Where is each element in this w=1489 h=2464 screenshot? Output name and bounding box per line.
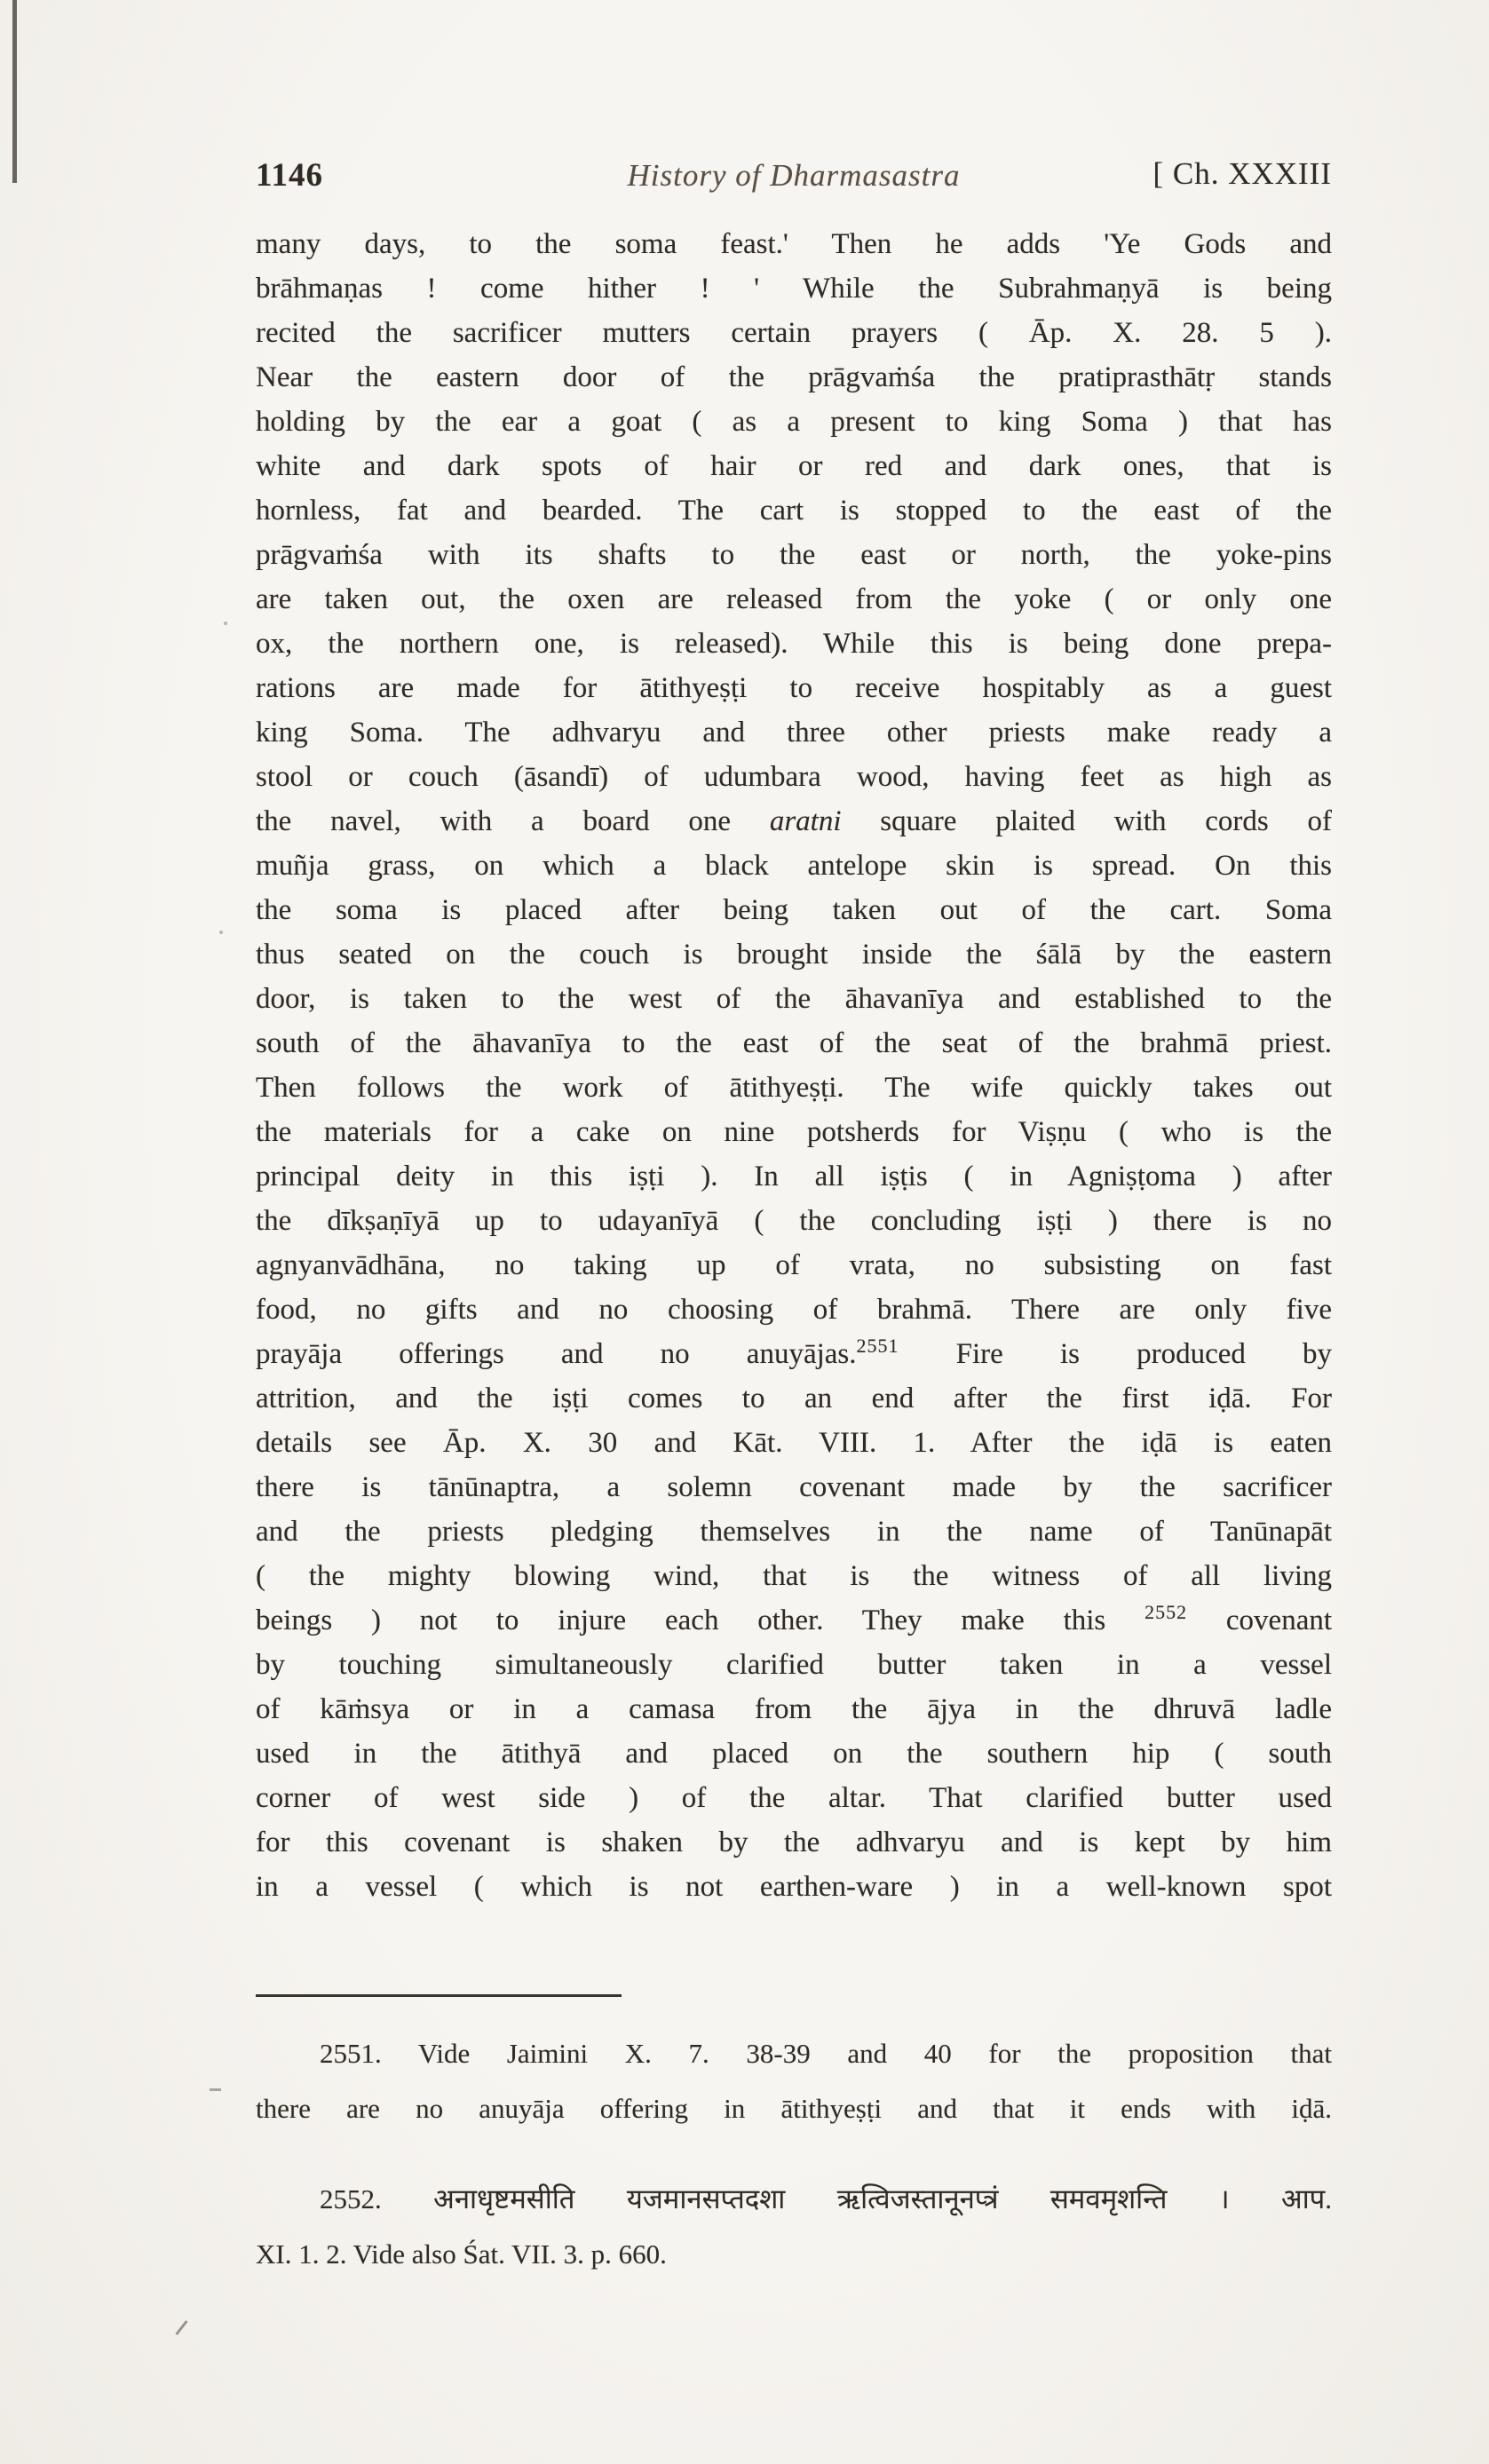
body-text-segment: Fire is produced by bbox=[899, 1338, 1332, 1370]
body-line bbox=[256, 1598, 1332, 1643]
body-text-segment: recited the sacrificer mutters certain prayers ( Āp. X. 28. 5 ). bbox=[256, 317, 1332, 349]
body-text-segment: prayāja offerings and no anuyājas. bbox=[256, 1338, 857, 1370]
footnote-line: XI. 1. 2. Vide also Śat. VII. 3. p. 660. bbox=[256, 2238, 667, 2270]
body-text-segment: king Soma. The adhvaryu and three other priests make ready a bbox=[256, 717, 1332, 749]
body-text-segment: used in the ātithyā and placed on the southern hip ( south bbox=[256, 1738, 1332, 1770]
body-text-segment: hornless, fat and bearded. The cart is stopped to the east of the bbox=[256, 495, 1332, 527]
body-text-segment: Then follows the work of ātithyeṣṭi. The wife quickly takes out bbox=[256, 1072, 1332, 1104]
body-line bbox=[256, 1687, 1332, 1731]
body-line bbox=[256, 1376, 1332, 1421]
body-line bbox=[256, 311, 1332, 355]
page-number: 1146 bbox=[256, 157, 323, 194]
body-text-segment: for this covenant is shaken by the adhvaryu and is kept by him bbox=[256, 1826, 1332, 1858]
page-header bbox=[256, 156, 1332, 202]
body-text-segment: and the priests pledging themselves in the name of Tanūnapāt bbox=[256, 1516, 1332, 1548]
body-text-segment: attrition, and the iṣṭi comes to an end after the first iḍā. For bbox=[256, 1383, 1332, 1414]
body-line bbox=[256, 755, 1332, 799]
body-line bbox=[256, 666, 1332, 710]
body-line bbox=[256, 888, 1332, 932]
body-text-segment: there is tānūnaptra, a solemn covenant made by the sacrificer bbox=[256, 1471, 1332, 1503]
body-text-segment: brāhmaṇas ! come hither ! ' While the Subrahmaṇyā is being bbox=[256, 273, 1332, 305]
scan-edge-line bbox=[12, 0, 17, 183]
body-text-segment: the dīkṣaṇīyā up to udayanīyā ( the concluding iṣṭi ) there is no bbox=[256, 1205, 1332, 1237]
body-line bbox=[256, 1066, 1332, 1110]
body-text-segment: by touching simultaneously clarified butter taken in a vessel bbox=[256, 1649, 1332, 1681]
body-text-segment: beings ) not to injure each other. They make this bbox=[256, 1604, 1145, 1636]
body-lines bbox=[256, 222, 1332, 1909]
footnote-line: 2552. अनाधृष्टमसीति यजमानसप्तदशा ऋत्विजस्तानूनप्त्रं समवमृशन्ति । आप. bbox=[320, 2183, 1332, 2214]
footnote-rule bbox=[256, 1994, 622, 1997]
body-line bbox=[256, 533, 1332, 577]
scan-speck bbox=[224, 622, 227, 625]
body-text-segment: are taken out, the oxen are released from the yoke ( or only one bbox=[256, 583, 1332, 615]
scan-mark bbox=[175, 2320, 187, 2335]
body-line bbox=[256, 577, 1332, 622]
body-line bbox=[256, 844, 1332, 888]
body-line bbox=[256, 1731, 1332, 1776]
body-line bbox=[256, 444, 1332, 488]
body-line bbox=[256, 1865, 1332, 1909]
body-text-segment: rations are made for ātithyeṣṭi to receive hospitably as a guest bbox=[256, 672, 1332, 704]
body-line bbox=[256, 799, 1332, 844]
body-line bbox=[256, 710, 1332, 755]
body-text-segment: corner of west side ) of the altar. That clarified butter used bbox=[256, 1782, 1332, 1814]
body-line bbox=[256, 1021, 1332, 1066]
body-text-segment: many days, to the soma feast.' Then he adds 'Ye Gods and bbox=[256, 228, 1332, 260]
chapter-label: [ Ch. XXXIII bbox=[1152, 156, 1332, 191]
body-text-segment: aratni bbox=[769, 805, 842, 837]
body-line bbox=[256, 1199, 1332, 1243]
body-text-segment: Near the eastern door of the prāgvaṁśa the pratiprasthātṛ stands bbox=[256, 361, 1332, 393]
body-line bbox=[256, 355, 1332, 400]
body-text-segment: the navel, with a board one bbox=[256, 805, 770, 837]
body-text-segment: ox, the northern one, is released). While this is being done prepa- bbox=[256, 628, 1332, 660]
scan-mark bbox=[210, 2088, 221, 2091]
body-line bbox=[256, 1509, 1332, 1554]
body-line bbox=[256, 1776, 1332, 1820]
footnote-line: 2551. Vide Jaimini X. 7. 38-39 and 40 for the proposition that bbox=[320, 2038, 1332, 2069]
body-text-segment: door, is taken to the west of the āhavanīya and established to the bbox=[256, 983, 1332, 1015]
body-line bbox=[256, 1332, 1332, 1376]
body-line bbox=[256, 1554, 1332, 1598]
running-title: History of Dharmasastra bbox=[627, 158, 961, 193]
body-text-segment: white and dark spots of hair or red and dark ones, that is bbox=[256, 450, 1332, 482]
body-line bbox=[256, 1243, 1332, 1287]
footnote bbox=[256, 2172, 1332, 2282]
body-line bbox=[256, 488, 1332, 533]
body-line bbox=[256, 1421, 1332, 1465]
body-text-segment: in a vessel ( which is not earthen-ware ) in a well-known spot bbox=[256, 1871, 1332, 1903]
body-line bbox=[256, 1465, 1332, 1509]
body-line bbox=[256, 932, 1332, 977]
body-line bbox=[256, 1110, 1332, 1154]
body-line bbox=[256, 266, 1332, 311]
body-line bbox=[256, 622, 1332, 666]
body-text-segment: agnyanvādhāna, no taking up of vrata, no subsisting on fast bbox=[256, 1249, 1332, 1281]
body-text-segment: principal deity in this iṣṭi ). In all iṣṭis ( in Agniṣṭoma ) after bbox=[256, 1161, 1332, 1192]
body-text-segment: ( the mighty blowing wind, that is the witness of all living bbox=[256, 1560, 1332, 1592]
scan-speck bbox=[219, 931, 223, 934]
body-text-segment: stool or couch (āsandī) of udumbara wood, having feet as high as bbox=[256, 761, 1332, 793]
body-text-segment: square plaited with cords of bbox=[841, 805, 1332, 837]
body-text-segment: covenant bbox=[1187, 1604, 1332, 1636]
footnotes bbox=[256, 2026, 1332, 2282]
footnote bbox=[256, 2026, 1332, 2136]
body-text-segment: the soma is placed after being taken out of the cart. Soma bbox=[256, 894, 1332, 926]
footnote-line: there are no anuyāja offering in ātithyeṣṭi and that it ends with iḍā. bbox=[256, 2093, 1332, 2124]
body-text-segment: food, no gifts and no choosing of brahmā. There are only five bbox=[256, 1294, 1332, 1326]
body-text-segment: south of the āhavanīya to the east of the seat of the brahmā priest. bbox=[256, 1027, 1332, 1059]
body-text-segment: of kāṁsya or in a camasa from the ājya in the dhruvā ladle bbox=[256, 1693, 1332, 1725]
body-text-segment: holding by the ear a goat ( as a present to king Soma ) that has bbox=[256, 406, 1332, 438]
footnote-ref: 2551 bbox=[856, 1335, 899, 1357]
body-line bbox=[256, 1154, 1332, 1199]
body-line bbox=[256, 977, 1332, 1021]
body-text-segment: details see Āp. X. 30 and Kāt. VIII. 1. After the iḍā is eaten bbox=[256, 1427, 1332, 1459]
body-line bbox=[256, 1643, 1332, 1687]
body-text-segment: muñja grass, on which a black antelope skin is spread. On this bbox=[256, 850, 1332, 882]
body-text-segment: prāgvaṁśa with its shafts to the east or north, the yoke-pins bbox=[256, 539, 1332, 571]
footnote-ref: 2552 bbox=[1144, 1601, 1188, 1623]
body-text-segment: the materials for a cake on nine potsherds for Viṣṇu ( who is the bbox=[256, 1116, 1332, 1148]
body-text-segment: thus seated on the couch is brought inside the śālā by the eastern bbox=[256, 939, 1332, 971]
body-line bbox=[256, 1820, 1332, 1865]
body-line bbox=[256, 222, 1332, 266]
body-line bbox=[256, 400, 1332, 444]
body-line bbox=[256, 1287, 1332, 1332]
